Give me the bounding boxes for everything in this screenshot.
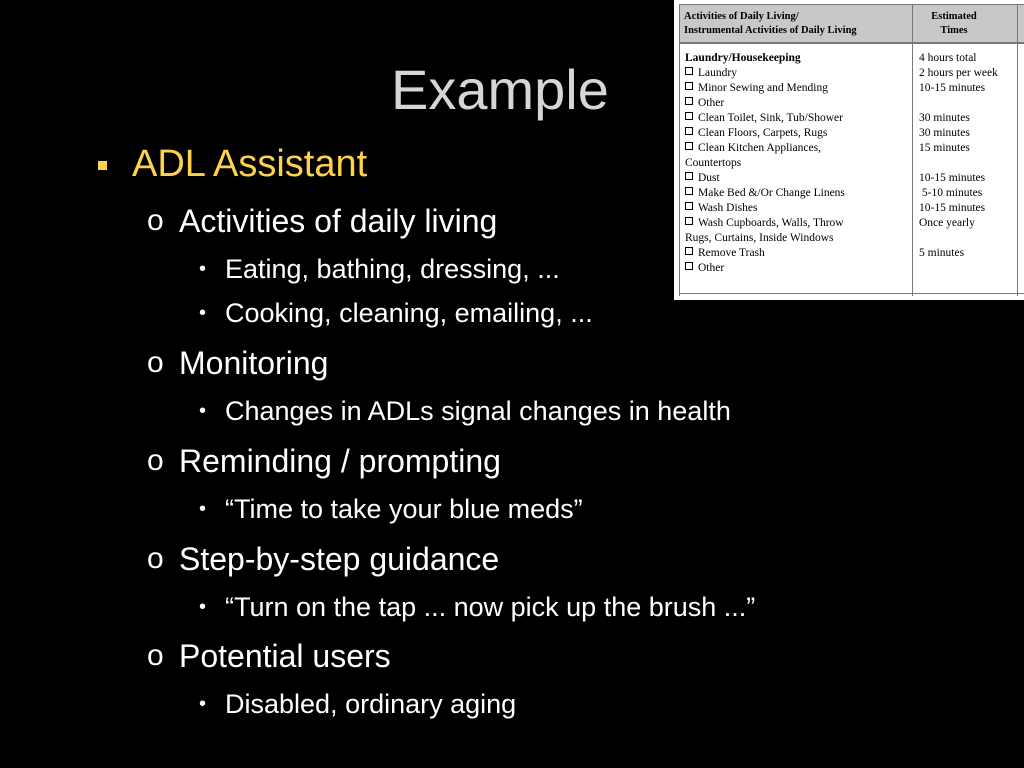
bullet-item-label: Potential users xyxy=(179,637,391,674)
header-left-line2: Instrumental Activities of Daily Living xyxy=(684,25,857,36)
sub-bullet-item xyxy=(199,491,583,527)
circle-bullet-icon: o xyxy=(147,444,164,477)
table-time: Once yearly xyxy=(919,217,975,229)
table-activity-text: Rugs, Curtains, Inside Windows xyxy=(685,232,834,244)
table-activity xyxy=(685,186,845,201)
table-activity xyxy=(685,231,834,246)
checkbox-icon xyxy=(685,82,693,90)
main-bullet xyxy=(98,140,367,188)
main-bullet-text: ADL Assistant xyxy=(132,142,368,185)
table-activity-text: Minor Sewing and Mending xyxy=(698,82,829,94)
table-activity-text: Clean Toilet, Sink, Tub/Shower xyxy=(698,112,843,124)
sub-bullet-text: “Turn on the tap ... now pick up the brush ...” xyxy=(225,591,756,622)
table-activity xyxy=(685,261,724,276)
table-activity-text: Remove Trash xyxy=(698,247,765,259)
table-activity-text: Dust xyxy=(698,172,720,184)
table-activity xyxy=(685,156,741,171)
page-title: Example xyxy=(391,58,609,121)
table-activity xyxy=(685,96,724,111)
dot-bullet-icon: • xyxy=(199,497,207,520)
bullet-item xyxy=(147,342,328,384)
table-activity xyxy=(685,141,821,156)
checkbox-icon xyxy=(685,187,693,195)
checkbox-icon xyxy=(685,142,693,150)
bullet-item-label: Activities of daily living xyxy=(179,202,498,239)
table-activity-text: Clean Kitchen Appliances, xyxy=(698,142,821,154)
table-activity-text: Wash Dishes xyxy=(698,202,758,214)
dot-bullet-icon: • xyxy=(199,399,207,422)
table-section-title: Laundry/Housekeeping xyxy=(685,52,801,64)
adl-table-image xyxy=(674,0,1024,300)
sub-bullet-item xyxy=(199,686,516,722)
checkbox-icon xyxy=(685,262,693,270)
header-left-line1: Activities of Daily Living/ xyxy=(684,11,799,22)
sub-bullet-text: Disabled, ordinary aging xyxy=(225,688,517,719)
table-activity xyxy=(685,171,720,186)
table-activity-text: Other xyxy=(698,262,725,274)
circle-bullet-icon: o xyxy=(147,542,164,575)
sub-bullet-text: Cooking, cleaning, emailing, ... xyxy=(225,297,593,328)
bullet-item xyxy=(147,440,501,482)
sub-bullet-item xyxy=(199,295,593,331)
table-activity xyxy=(685,216,844,231)
circle-bullet-icon: o xyxy=(147,639,164,672)
checkbox-icon xyxy=(685,247,693,255)
table-time: 10-15 minutes xyxy=(919,202,986,214)
table-time: 30 minutes xyxy=(919,127,970,139)
checkbox-icon xyxy=(685,127,693,135)
sub-bullet-item xyxy=(199,251,560,287)
table-header-activities xyxy=(684,10,857,38)
sub-bullet-item xyxy=(199,589,755,625)
sub-bullet-text: “Time to take your blue meds” xyxy=(225,493,583,524)
sub-bullet-item xyxy=(199,393,731,429)
checkbox-icon xyxy=(685,217,693,225)
bullet-item xyxy=(147,200,497,242)
square-bullet-icon xyxy=(98,161,107,170)
checkbox-icon xyxy=(685,112,693,120)
checkbox-icon xyxy=(685,67,693,75)
table-time: 2 hours per week xyxy=(919,67,998,79)
table-activity-text: Clean Floors, Carpets, Rugs xyxy=(698,127,828,139)
circle-bullet-icon: o xyxy=(147,204,164,237)
bullet-item-label: Step-by-step guidance xyxy=(179,540,500,577)
table-time: 5-10 minutes xyxy=(919,187,983,199)
checkbox-icon xyxy=(685,202,693,210)
header-right-line2: Times xyxy=(940,25,968,36)
table-time: 10-15 minutes xyxy=(919,82,986,94)
table-time: 10-15 minutes xyxy=(919,172,986,184)
circle-bullet-icon: o xyxy=(147,346,164,379)
table-activity-text: Other xyxy=(698,97,725,109)
table-activity xyxy=(685,81,828,96)
dot-bullet-icon: • xyxy=(199,257,207,280)
dot-bullet-icon: • xyxy=(199,595,207,618)
table-section-time: 4 hours total xyxy=(919,52,977,64)
dot-bullet-icon: • xyxy=(199,692,207,715)
table-activity xyxy=(685,126,827,141)
table-activity-text: Countertops xyxy=(685,157,742,169)
header-right-line1: Estimated xyxy=(931,11,977,22)
sub-bullet-text: Eating, bathing, dressing, ... xyxy=(225,253,560,284)
dot-bullet-icon: • xyxy=(199,301,207,324)
table-time: 15 minutes xyxy=(919,142,970,154)
table-activity xyxy=(685,201,757,216)
table-time: 30 minutes xyxy=(919,112,970,124)
table-activity-text: Make Bed &/Or Change Linens xyxy=(698,187,845,199)
table-time: 5 minutes xyxy=(919,247,965,259)
table-activity xyxy=(685,246,765,261)
table-activity-text: Wash Cupboards, Walls, Throw xyxy=(698,217,844,229)
table-activity xyxy=(685,66,737,81)
table-activity-text: Laundry xyxy=(698,67,737,79)
checkbox-icon xyxy=(685,97,693,105)
table-activity xyxy=(685,111,843,126)
bullet-item xyxy=(147,635,391,677)
bullet-item-label: Reminding / prompting xyxy=(179,442,501,479)
sub-bullet-text: Changes in ADLs signal changes in health xyxy=(225,395,731,426)
checkbox-icon xyxy=(685,172,693,180)
table-header-times xyxy=(914,10,994,38)
bullet-item-label: Monitoring xyxy=(179,344,329,381)
bullet-item xyxy=(147,538,499,580)
